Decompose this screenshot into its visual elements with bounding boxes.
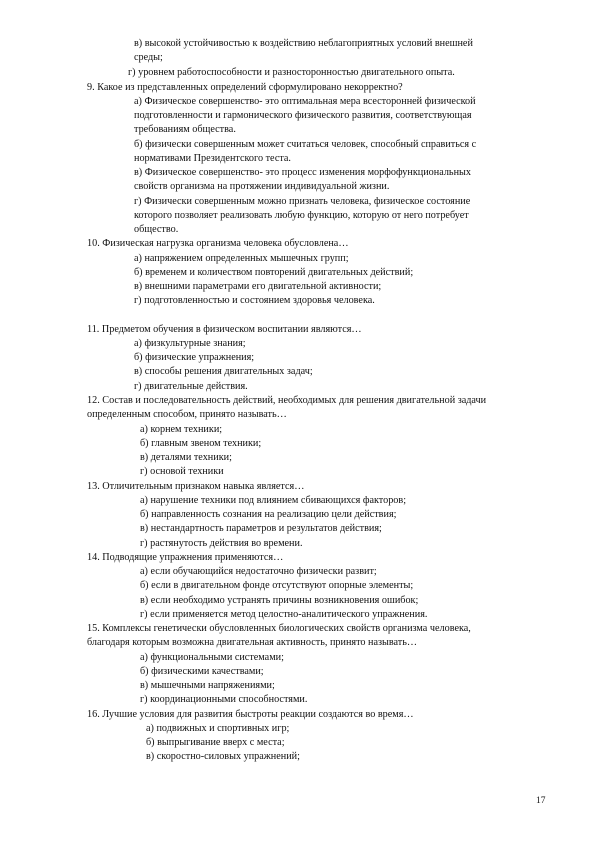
text-line: г) уровнем работоспособности и разносторонностью двигательного опыта.	[128, 67, 455, 78]
question-12: 12. Состав и последовательность действий, необходимых для решения двигательной задачи	[87, 395, 487, 406]
question-15: 15. Комплексы генетически обусловленных биологических свойств организма человека,	[87, 623, 471, 634]
text-line: а) функциональными системами;	[140, 652, 284, 663]
text-line: а) корнем техники;	[140, 424, 223, 435]
question-16: 16. Лучшие условия для развития быстроты реакции создаются во время…	[87, 709, 414, 720]
question-10: 10. Физическая нагрузка организма человека обусловлена…	[87, 238, 349, 249]
question-13: 13. Отличительным признаком навыка является…	[87, 481, 305, 492]
text-line: г) Физически совершенным можно признать человека, физическое состояние	[134, 196, 471, 207]
text-line: г) двигательные действия.	[134, 381, 248, 392]
text-line: в) скоростно-силовых упражнений;	[146, 751, 300, 762]
text-line: подготовленности и гармонического физического развития, соответствующая	[134, 110, 472, 121]
text-line: б) направленность сознания на реализацию цели действия;	[140, 509, 397, 520]
text-line: среды;	[134, 52, 163, 63]
text-line: в) нестандартность параметров и результатов действия;	[140, 523, 382, 534]
text-line: в) если необходимо устранять причины возникновения ошибок;	[140, 595, 419, 606]
text-line: б) физически совершенным может считаться человек, способный справиться с	[134, 139, 477, 150]
text-line: в) Физическое совершенство- это процесс изменения морфофункциональных	[134, 167, 471, 178]
text-line: в) деталями техники;	[140, 452, 232, 463]
text-line: общество.	[134, 224, 179, 235]
text-line: б) физическими качествами;	[140, 666, 264, 677]
text-line: г) растянутость действия во времени.	[140, 538, 303, 549]
text-line: г) если применяется метод целостно-аналитического упражнения.	[140, 609, 428, 620]
text-line: г) основой техники	[140, 466, 224, 477]
text-line: свойств организма на протяжении индивидуальной жизни.	[134, 181, 390, 192]
text-line: а) если обучающийся недостаточно физически развит;	[140, 566, 377, 577]
question-11: 11. Предметом обучения в физическом воспитании являются…	[87, 324, 362, 335]
text-line: г) координационными способностями.	[140, 694, 308, 705]
text-line: а) физкультурные знания;	[134, 338, 246, 349]
text-line: которого позволяет реализовать любую функцию, которую от него потребует	[134, 210, 469, 221]
text-line: в) внешними параметрами его двигательной активности;	[134, 281, 382, 292]
text-line: а) Физическое совершенство- это оптимальная мера всесторонней физической	[134, 96, 476, 107]
text-line: в) высокой устойчивостью к воздействию неблагоприятных условий внешней	[134, 38, 473, 49]
text-line: требованиям общества.	[134, 124, 236, 135]
text-line: благодаря которым возможна двигательная активность, принято называть…	[87, 637, 418, 648]
text-line: б) временем и количеством повторений двигательных действий;	[134, 267, 414, 278]
text-line: а) подвижных и спортивных игр;	[146, 723, 290, 734]
page-number: 17	[536, 796, 546, 806]
question-14: 14. Подводящие упражнения применяются…	[87, 552, 284, 563]
text-line: б) выпрыгивание вверх с места;	[146, 737, 285, 748]
text-line: определенным способом, принято называть…	[87, 409, 287, 420]
text-line: а) нарушение техники под влиянием сбивающихся факторов;	[140, 495, 407, 506]
text-line: а) напряжением определенных мышечных групп;	[134, 253, 349, 264]
text-line: нормативами Президентского теста.	[134, 153, 291, 164]
text-line: г) подготовленностью и состоянием здоровья человека.	[134, 295, 375, 306]
text-line: б) главным звеном техники;	[140, 438, 262, 449]
question-9: 9. Какое из представленных определений сформулировано некорректно?	[87, 82, 403, 93]
text-line: б) физические упражнения;	[134, 352, 255, 363]
text-line: б) если в двигательном фонде отсутствуют опорные элементы;	[140, 580, 414, 591]
text-line: в) способы решения двигательных задач;	[134, 366, 313, 377]
text-line: в) мышечными напряжениями;	[140, 680, 275, 691]
